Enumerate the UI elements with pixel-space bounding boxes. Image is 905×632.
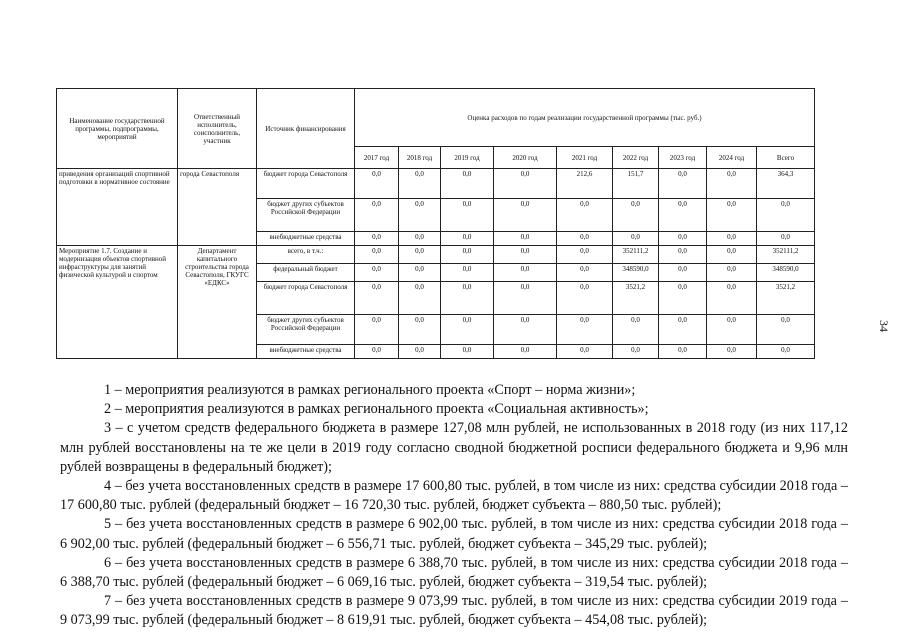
- year-header: 2024 год: [707, 147, 757, 169]
- value-cell: 0,0: [613, 199, 659, 232]
- footnote: 4 – без учета восстановленных средств в размере 17 600,80 тыс. рублей, в том числе из них: средства субсидии 2018 года – 17 600,80 тыс. рублей (федеральный бюджет – 16 720,30 тыс. рублей, бюджет субъекта – 880,50 тыс. рублей);: [60, 478, 848, 514]
- footnotes: [60, 381, 848, 631]
- value-cell: 0,0: [441, 169, 494, 199]
- value-cell: 0,0: [659, 264, 707, 282]
- value-cell: 0,0: [441, 264, 494, 282]
- value-cell: 0,0: [707, 315, 757, 345]
- value-cell: 0,0: [441, 199, 494, 232]
- year-header: 2017 год: [355, 147, 399, 169]
- expenditure-table: [56, 88, 815, 359]
- value-cell: 352111,2: [613, 246, 659, 264]
- value-cell: 0,0: [613, 315, 659, 345]
- value-cell: 0,0: [707, 345, 757, 359]
- value-cell: 0,0: [659, 169, 707, 199]
- value-cell: 0,0: [707, 264, 757, 282]
- value-cell: 0,0: [494, 264, 557, 282]
- value-cell: 0,0: [557, 264, 613, 282]
- year-header: 2023 год: [659, 147, 707, 169]
- value-cell: 0,0: [355, 282, 399, 315]
- value-cell: 0,0: [399, 345, 441, 359]
- value-cell: 0,0: [494, 315, 557, 345]
- header-responsible: Ответственный исполнитель, соисполнитель, участник: [178, 89, 257, 169]
- value-cell: 0,0: [659, 232, 707, 246]
- value-cell: 0,0: [441, 282, 494, 315]
- value-cell: 0,0: [557, 345, 613, 359]
- source-cell: бюджет других субъектов Российской Федерации: [257, 199, 355, 232]
- total-cell: 0,0: [757, 315, 815, 345]
- footnote: 6 – без учета восстановленных средств в размере 6 388,70 тыс. рублей, в том числе из них: средства субсидии 2018 года – 6 388,70 тыс. рублей (федеральный бюджет – 6 069,16 тыс. рублей, бюджет субъекта – 319,54 тыс. рублей);: [60, 554, 848, 591]
- value-cell: 0,0: [399, 264, 441, 282]
- value-cell: 0,0: [613, 345, 659, 359]
- total-cell: 0,0: [757, 232, 815, 246]
- value-cell: 0,0: [659, 345, 707, 359]
- value-cell: 348590,0: [613, 264, 659, 282]
- value-cell: 0,0: [557, 199, 613, 232]
- value-cell: 0,0: [659, 315, 707, 345]
- year-header: 2019 год: [441, 147, 494, 169]
- value-cell: 0,0: [441, 345, 494, 359]
- year-header: 2018 год: [399, 147, 441, 169]
- value-cell: 0,0: [399, 169, 441, 199]
- source-cell: всего, в т.ч.:: [257, 246, 355, 264]
- value-cell: 151,7: [613, 169, 659, 199]
- value-cell: 0,0: [441, 315, 494, 345]
- value-cell: 0,0: [441, 232, 494, 246]
- year-header: 2021 год: [557, 147, 613, 169]
- year-header: 2020 год: [494, 147, 557, 169]
- total-cell: 3521,2: [757, 282, 815, 315]
- value-cell: 0,0: [557, 282, 613, 315]
- value-cell: 0,0: [355, 345, 399, 359]
- source-cell: федеральный бюджет: [257, 264, 355, 282]
- responsible-cell: города Севастополя: [178, 169, 257, 246]
- value-cell: 212,6: [557, 169, 613, 199]
- value-cell: 0,0: [355, 169, 399, 199]
- value-cell: 0,0: [399, 199, 441, 232]
- value-cell: 0,0: [494, 199, 557, 232]
- value-cell: 0,0: [441, 246, 494, 264]
- value-cell: 0,0: [494, 345, 557, 359]
- value-cell: 0,0: [399, 282, 441, 315]
- program-name-cell: Мероприятие 1.7. Создание и модернизация объектов спортивной инфраструктуры для занятий физической культурой и спортом: [57, 246, 178, 359]
- value-cell: 0,0: [494, 232, 557, 246]
- total-header: Всего: [757, 147, 815, 169]
- value-cell: 0,0: [355, 232, 399, 246]
- source-cell: бюджет других субъектов Российской Федерации: [257, 315, 355, 345]
- footnote: 3 – с учетом средств федерального бюджета в размере 127,08 млн рублей, не использованных в 2018 году (из них 117,12 млн рублей восстановлены на те же цели в 2019 году согласно сводной бюджетной росписи федерального бюджета и 9,96 млн рублей возвращены в федеральный бюджет);: [60, 420, 848, 475]
- footnote: 2 – мероприятия реализуются в рамках регионального проекта «Социальная активность»;: [104, 401, 649, 418]
- total-cell: 0,0: [757, 199, 815, 232]
- value-cell: 0,0: [557, 315, 613, 345]
- value-cell: 0,0: [707, 282, 757, 315]
- footnote: 1 – мероприятия реализуются в рамках регионального проекта «Спорт – норма жизни»;: [104, 382, 636, 398]
- value-cell: 0,0: [494, 169, 557, 199]
- page-number: 34: [877, 320, 891, 332]
- total-cell: 0,0: [757, 345, 815, 359]
- header-source: Источник финансирования: [257, 89, 355, 169]
- value-cell: 0,0: [707, 246, 757, 264]
- table-row: [57, 246, 815, 264]
- footnote: 5 – без учета восстановленных средств в размере 6 902,00 тыс. рублей, в том числе из них: средства субсидии 2018 года – 6 902,00 тыс. рублей (федеральный бюджет – 6 556,71 тыс. рублей, бюджет субъекта – 345,29 тыс. рублей);: [60, 516, 848, 552]
- value-cell: 0,0: [659, 282, 707, 315]
- value-cell: 0,0: [355, 264, 399, 282]
- value-cell: 0,0: [613, 232, 659, 246]
- value-cell: 0,0: [494, 282, 557, 315]
- value-cell: 0,0: [399, 246, 441, 264]
- value-cell: 3521,2: [613, 282, 659, 315]
- value-cell: 0,0: [659, 246, 707, 264]
- value-cell: 0,0: [557, 246, 613, 264]
- source-cell: внебюджетные средства: [257, 345, 355, 359]
- value-cell: 0,0: [707, 232, 757, 246]
- value-cell: 0,0: [355, 246, 399, 264]
- year-header: 2022 год: [613, 147, 659, 169]
- source-cell: бюджет города Севастополя: [257, 282, 355, 315]
- value-cell: 0,0: [707, 199, 757, 232]
- value-cell: 0,0: [557, 232, 613, 246]
- header-name: Наименование государственной программы, подпрограммы, мероприятий: [57, 89, 178, 169]
- value-cell: 0,0: [659, 199, 707, 232]
- total-cell: 352111,2: [757, 246, 815, 264]
- total-cell: 364,3: [757, 169, 815, 199]
- source-cell: внебюджетные средства: [257, 232, 355, 246]
- value-cell: 0,0: [494, 246, 557, 264]
- value-cell: 0,0: [399, 232, 441, 246]
- program-name-cell: приведения организаций спортивной подготовки в нормативное состояние: [57, 169, 178, 246]
- footnote: 7 – без учета восстановленных средств в размере 9 073,99 тыс. рублей, в том числе из них: средства субсидии 2019 года – 9 073,99 тыс. рублей (федеральный бюджет – 8 619,91 тыс. рублей, бюджет субъекта – 454,08 тыс. рублей);: [60, 593, 848, 629]
- value-cell: 0,0: [399, 315, 441, 345]
- responsible-cell: Департамент капитального строительства города Севастополя, ГКУГС «ЕДКС»: [178, 246, 257, 359]
- total-cell: 348590,0: [757, 264, 815, 282]
- header-estimate: Оценка расходов по годам реализации государственной программы (тыс. руб.): [355, 89, 815, 147]
- table-row: [57, 169, 815, 199]
- source-cell: бюджет города Севастополя: [257, 169, 355, 199]
- value-cell: 0,0: [707, 169, 757, 199]
- value-cell: 0,0: [355, 199, 399, 232]
- value-cell: 0,0: [355, 315, 399, 345]
